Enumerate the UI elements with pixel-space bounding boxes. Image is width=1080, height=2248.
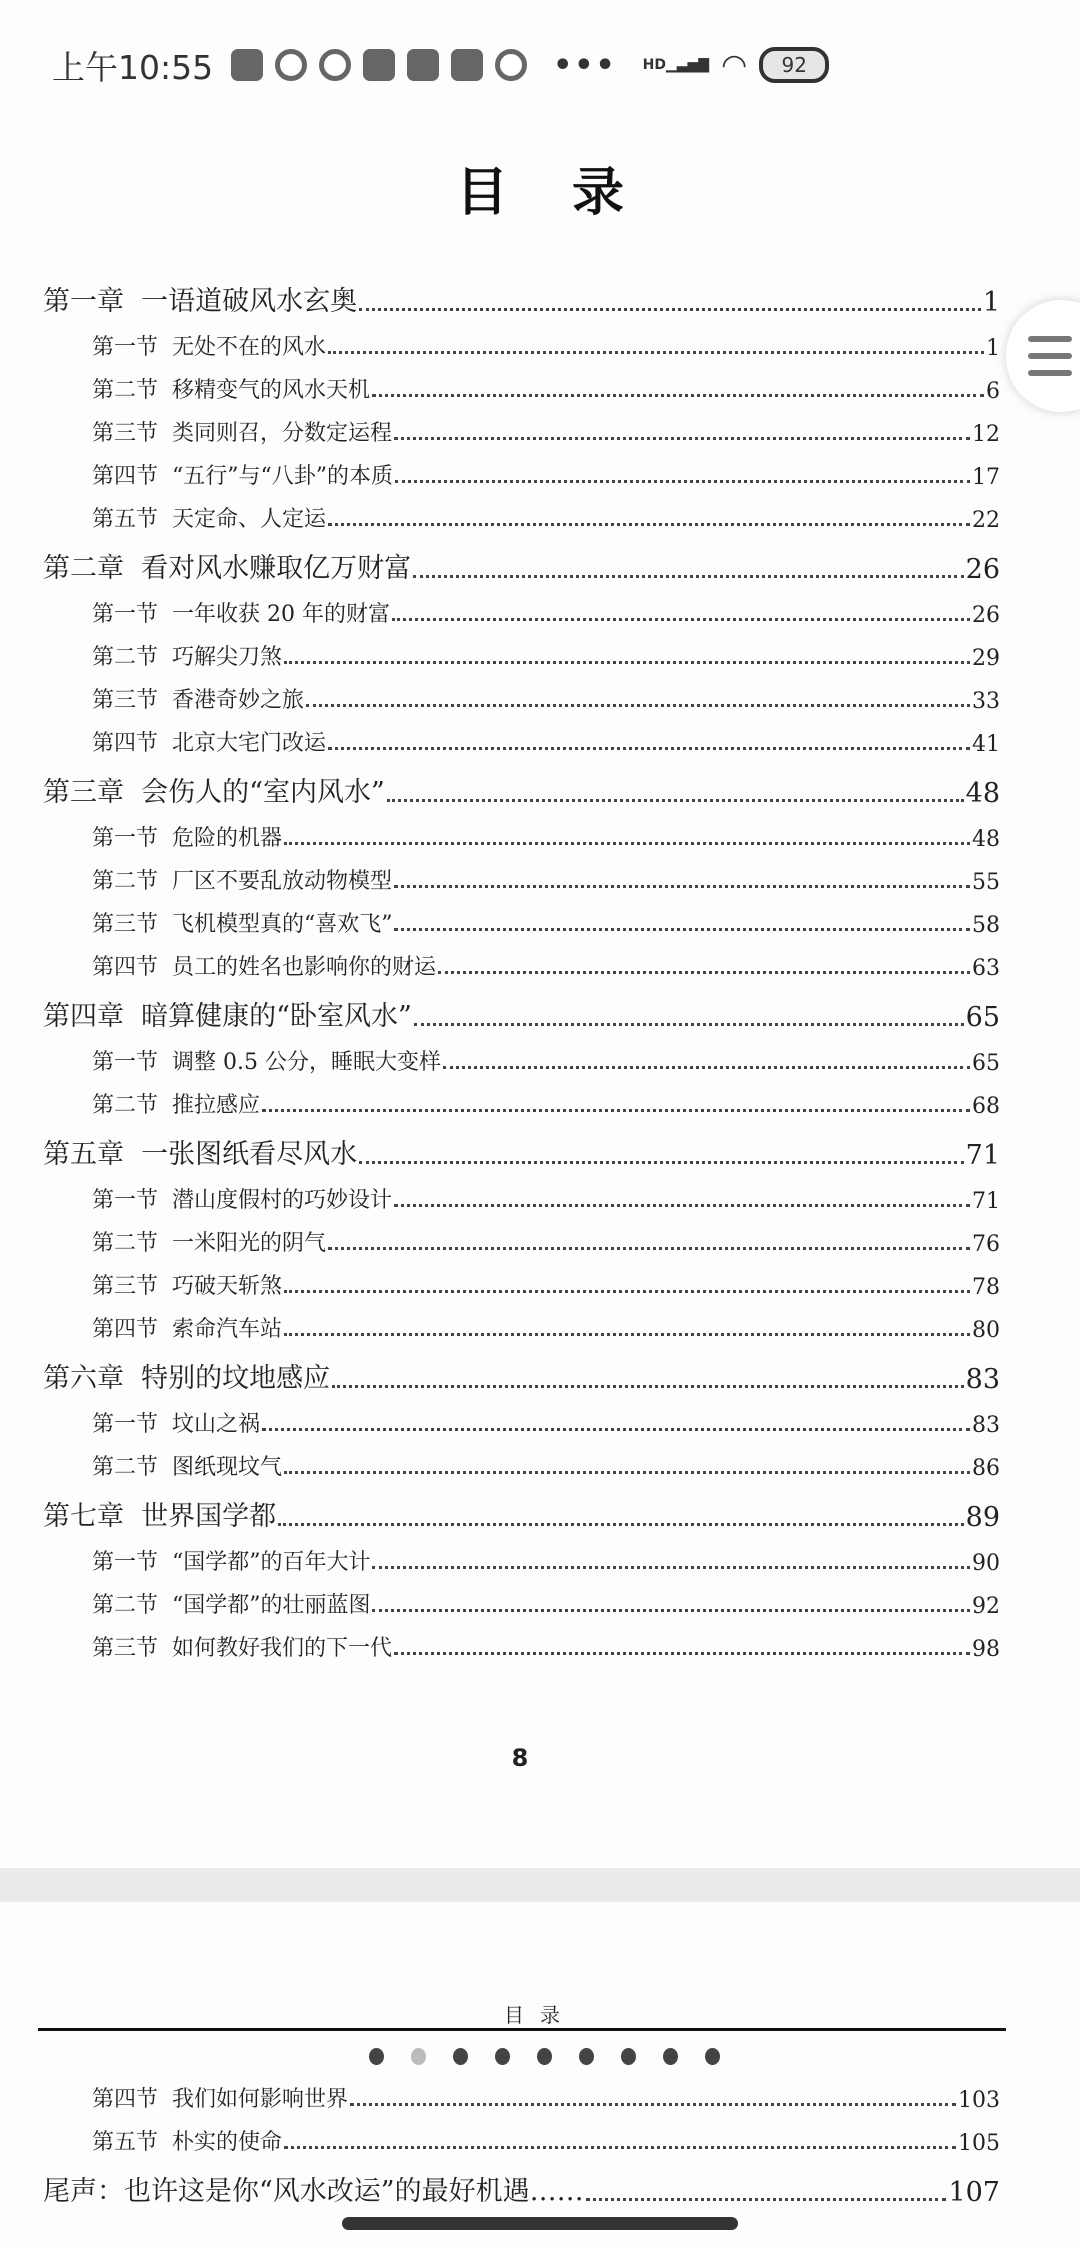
entry-page-number: 83 bbox=[965, 1364, 1000, 1395]
dot-leader bbox=[394, 1204, 970, 1207]
toc-section-entry[interactable] bbox=[43, 1033, 1000, 1076]
dot-leader bbox=[387, 799, 964, 802]
entry-title: 第一节 潜山度假村的巧妙设计 bbox=[92, 1188, 392, 1213]
dot-leader bbox=[359, 1161, 963, 1164]
entry-page-number: 29 bbox=[972, 646, 1000, 671]
entry-title: 第五节 天定命、人定运 bbox=[92, 507, 326, 532]
more-notifications-icon: ••• bbox=[553, 47, 617, 83]
toc-chapter-entry[interactable] bbox=[43, 1125, 1000, 1171]
entry-page-number: 98 bbox=[972, 1637, 1000, 1662]
entry-title: 第一节 危险的机器 bbox=[92, 826, 282, 851]
dot-leader bbox=[284, 2146, 956, 2149]
toc-section-entry[interactable] bbox=[43, 318, 1000, 361]
entry-page-number: 55 bbox=[972, 870, 1000, 895]
entry-title: 第四节 员工的姓名也影响你的财运 bbox=[92, 955, 436, 980]
entry-title: 第六章 特别的坟地感应 bbox=[43, 1363, 331, 1394]
entry-page-number: 80 bbox=[972, 1318, 1000, 1343]
entry-page-number: 17 bbox=[972, 465, 1000, 490]
page-number: 8 bbox=[511, 1744, 529, 1772]
mi-store-icon bbox=[363, 49, 395, 81]
menu-icon bbox=[1028, 336, 1072, 342]
toc-chapter-entry[interactable] bbox=[43, 2162, 1000, 2208]
entry-title: 第三节 类同则召，分数定运程 bbox=[92, 421, 392, 446]
menu-icon bbox=[1028, 370, 1072, 376]
dot-leader bbox=[262, 1428, 970, 1431]
entry-page-number: 26 bbox=[972, 603, 1000, 628]
entry-page-number: 12 bbox=[972, 422, 1000, 447]
dot-leader bbox=[284, 1290, 970, 1293]
entry-title: 第五节 朴实的使命 bbox=[92, 2130, 282, 2155]
dot-leader bbox=[394, 1652, 970, 1655]
dot-leader bbox=[328, 747, 970, 750]
entry-title: 第三节 香港奇妙之旅 bbox=[92, 688, 304, 713]
entry-title: 第四节 “五行”与“八卦”的本质 bbox=[92, 464, 393, 489]
toc-section-entry[interactable] bbox=[43, 1438, 1000, 1481]
toc-chapter-entry[interactable] bbox=[43, 539, 1000, 585]
entry-page-number: 103 bbox=[958, 2088, 1000, 2113]
entry-title: 第二节 厂区不要乱放动物模型 bbox=[92, 869, 392, 894]
entry-page-number: 65 bbox=[972, 1051, 1000, 1076]
toc-section-entry[interactable] bbox=[43, 671, 1000, 714]
toc-section-entry[interactable] bbox=[43, 447, 1000, 490]
qq-icon bbox=[275, 49, 307, 81]
status-bar bbox=[52, 40, 829, 90]
entry-page-number: 63 bbox=[972, 956, 1000, 981]
entry-page-number: 90 bbox=[972, 1551, 1000, 1576]
heart-app-icon bbox=[407, 49, 439, 81]
wifi-icon: ◠ bbox=[721, 47, 748, 83]
toc-section-entry[interactable] bbox=[43, 1619, 1000, 1662]
toc-section-entry[interactable] bbox=[43, 361, 1000, 404]
entry-title: 第一节 “国学都”的百年大计 bbox=[92, 1550, 371, 1575]
dot-leader bbox=[372, 394, 984, 397]
table-of-contents bbox=[43, 272, 1000, 1662]
toc-section-entry[interactable] bbox=[43, 1533, 1000, 1576]
entry-page-number: 107 bbox=[948, 2177, 1000, 2208]
toc-section-entry[interactable] bbox=[43, 1576, 1000, 1619]
entry-title: 第一节 坟山之祸 bbox=[92, 1412, 260, 1437]
entry-page-number: 71 bbox=[972, 1189, 1000, 1214]
dot-leader bbox=[328, 523, 970, 526]
dot-icon bbox=[663, 2048, 678, 2065]
dot-leader bbox=[284, 842, 970, 845]
toc-section-entry[interactable] bbox=[43, 809, 1000, 852]
entry-title: 第二节 一米阳光的阴气 bbox=[92, 1231, 326, 1256]
toc-section-entry[interactable] bbox=[43, 852, 1000, 895]
entry-title: 第三节 如何教好我们的下一代 bbox=[92, 1636, 392, 1661]
table-of-contents-continued bbox=[43, 2070, 1000, 2208]
toc-chapter-entry[interactable] bbox=[43, 1487, 1000, 1533]
entry-title: 第一节 无处不在的风水 bbox=[92, 335, 326, 360]
heart-app-icon bbox=[451, 49, 483, 81]
dot-leader bbox=[262, 1109, 970, 1112]
entry-title: 第三节 巧破天斩煞 bbox=[92, 1274, 282, 1299]
entry-title: 第二节 “国学都”的壮丽蓝图 bbox=[92, 1593, 371, 1618]
dot-leader bbox=[372, 1566, 970, 1569]
dot-leader bbox=[350, 2103, 956, 2106]
entry-page-number: 48 bbox=[965, 778, 1000, 809]
next-page bbox=[0, 1902, 1080, 2248]
entry-page-number: 86 bbox=[972, 1456, 1000, 1481]
toc-section-entry[interactable] bbox=[43, 1171, 1000, 1214]
dot-icon bbox=[453, 2048, 468, 2065]
mi-store-icon bbox=[231, 49, 263, 81]
toc-section-entry[interactable] bbox=[43, 714, 1000, 757]
toc-chapter-entry[interactable] bbox=[43, 763, 1000, 809]
toc-section-entry[interactable] bbox=[43, 1395, 1000, 1438]
dot-leader bbox=[284, 1471, 970, 1474]
entry-page-number: 6 bbox=[986, 379, 1000, 404]
entry-page-number: 22 bbox=[972, 508, 1000, 533]
entry-title: 第一章 一语道破风水玄奥 bbox=[43, 286, 358, 317]
dot-icon bbox=[621, 2048, 636, 2065]
dot-icon bbox=[705, 2048, 720, 2065]
toc-chapter-entry[interactable] bbox=[43, 987, 1000, 1033]
toc-section-entry[interactable] bbox=[43, 628, 1000, 671]
toc-section-entry[interactable] bbox=[43, 2070, 1000, 2113]
dot-leader bbox=[284, 661, 970, 664]
dot-leader bbox=[332, 1385, 963, 1388]
dot-icon bbox=[411, 2048, 426, 2065]
toc-section-entry[interactable] bbox=[43, 2113, 1000, 2156]
header-rule bbox=[38, 2028, 1006, 2031]
entry-page-number: 89 bbox=[965, 1502, 1000, 1533]
entry-page-number: 78 bbox=[972, 1275, 1000, 1300]
toc-chapter-entry[interactable] bbox=[43, 272, 1000, 318]
entry-page-number: 65 bbox=[965, 1002, 1000, 1033]
dot-leader bbox=[394, 437, 970, 440]
toc-section-entry[interactable] bbox=[43, 895, 1000, 938]
dot-leader bbox=[414, 1023, 964, 1026]
dot-leader bbox=[328, 1247, 970, 1250]
entry-page-number: 83 bbox=[972, 1413, 1000, 1438]
page-title: 目录 bbox=[455, 163, 688, 223]
entry-title: 第二节 图纸现坟气 bbox=[92, 1455, 282, 1480]
entry-title: 第二节 推拉感应 bbox=[92, 1093, 260, 1118]
entry-page-number: 33 bbox=[972, 689, 1000, 714]
entry-page-number: 1 bbox=[986, 336, 1000, 361]
entry-title: 第五章 一张图纸看尽风水 bbox=[43, 1139, 358, 1170]
entry-page-number: 68 bbox=[972, 1094, 1000, 1119]
entry-title: 第二章 看对风水赚取亿万财富 bbox=[43, 553, 412, 584]
dot-icon bbox=[495, 2048, 510, 2065]
qq-icon bbox=[495, 49, 527, 81]
toc-section-entry[interactable] bbox=[43, 490, 1000, 533]
toc-section-entry[interactable] bbox=[43, 1076, 1000, 1119]
entry-title: 第一节 调整 0.5 公分，睡眠大变样 bbox=[92, 1050, 441, 1075]
entry-title: 第四节 我们如何影响世界 bbox=[92, 2087, 348, 2112]
entry-title: 第三章 会伤人的“室内风水” bbox=[43, 777, 385, 808]
toc-section-entry[interactable] bbox=[43, 1300, 1000, 1343]
battery-icon bbox=[759, 47, 829, 83]
running-head: 目录 bbox=[504, 2003, 576, 2027]
toc-chapter-entry[interactable] bbox=[43, 1349, 1000, 1395]
battery-level: 92 bbox=[781, 53, 807, 77]
toc-section-entry[interactable] bbox=[43, 1214, 1000, 1257]
page-separator bbox=[0, 1868, 1080, 1902]
entry-page-number: 41 bbox=[972, 732, 1000, 757]
entry-title: 第七章 世界国学都 bbox=[43, 1501, 277, 1532]
entry-page-number: 1 bbox=[982, 287, 1000, 318]
dot-leader bbox=[394, 885, 970, 888]
toc-section-entry[interactable] bbox=[43, 1257, 1000, 1300]
entry-page-number: 71 bbox=[965, 1140, 1000, 1171]
menu-button[interactable] bbox=[1006, 300, 1080, 412]
entry-page-number: 92 bbox=[972, 1594, 1000, 1619]
entry-title: 第四节 索命汽车站 bbox=[92, 1317, 282, 1342]
dot-icon bbox=[369, 2048, 384, 2065]
toc-section-entry[interactable] bbox=[43, 585, 1000, 628]
entry-title: 第三节 飞机模型真的“喜欢飞” bbox=[92, 912, 393, 937]
dot-leader bbox=[392, 618, 970, 621]
entry-page-number: 26 bbox=[965, 554, 1000, 585]
dot-leader bbox=[372, 1609, 970, 1612]
entry-page-number: 58 bbox=[972, 913, 1000, 938]
status-time: 上午10:55 bbox=[52, 47, 214, 87]
dot-leader bbox=[443, 1066, 970, 1069]
dot-leader bbox=[438, 971, 970, 974]
toc-section-entry[interactable] bbox=[43, 404, 1000, 447]
entry-page-number: 76 bbox=[972, 1232, 1000, 1257]
entry-title: 第一节 一年收获 20 年的财富 bbox=[92, 602, 390, 627]
decorative-dots bbox=[0, 2048, 1080, 2065]
dot-icon bbox=[537, 2048, 552, 2065]
entry-page-number: 48 bbox=[972, 827, 1000, 852]
qq-icon bbox=[319, 49, 351, 81]
dot-leader bbox=[394, 928, 970, 931]
entry-title: 第二节 移精变气的风水天机 bbox=[92, 378, 370, 403]
dot-leader bbox=[278, 1523, 963, 1526]
home-indicator[interactable] bbox=[342, 2217, 738, 2230]
entry-title: 第四节 北京大宅门改运 bbox=[92, 731, 326, 756]
entry-title: 第二节 巧解尖刀煞 bbox=[92, 645, 282, 670]
dot-leader bbox=[359, 308, 981, 311]
signal-icon: HD▁▃▅▇ bbox=[642, 57, 710, 73]
dot-leader bbox=[586, 2198, 947, 2201]
dot-icon bbox=[579, 2048, 594, 2065]
dot-leader bbox=[328, 351, 984, 354]
dot-leader bbox=[413, 575, 963, 578]
menu-icon bbox=[1028, 353, 1072, 359]
entry-title: 尾声：也许这是你“风水改运”的最好机遇…… bbox=[43, 2176, 584, 2207]
dot-leader bbox=[284, 1333, 970, 1336]
network-type: HD bbox=[642, 57, 666, 73]
dot-leader bbox=[395, 480, 970, 483]
entry-page-number: 105 bbox=[958, 2131, 1000, 2156]
entry-title: 第四章 暗算健康的“卧室风水” bbox=[43, 1001, 412, 1032]
dot-leader bbox=[306, 704, 970, 707]
toc-section-entry[interactable] bbox=[43, 938, 1000, 981]
